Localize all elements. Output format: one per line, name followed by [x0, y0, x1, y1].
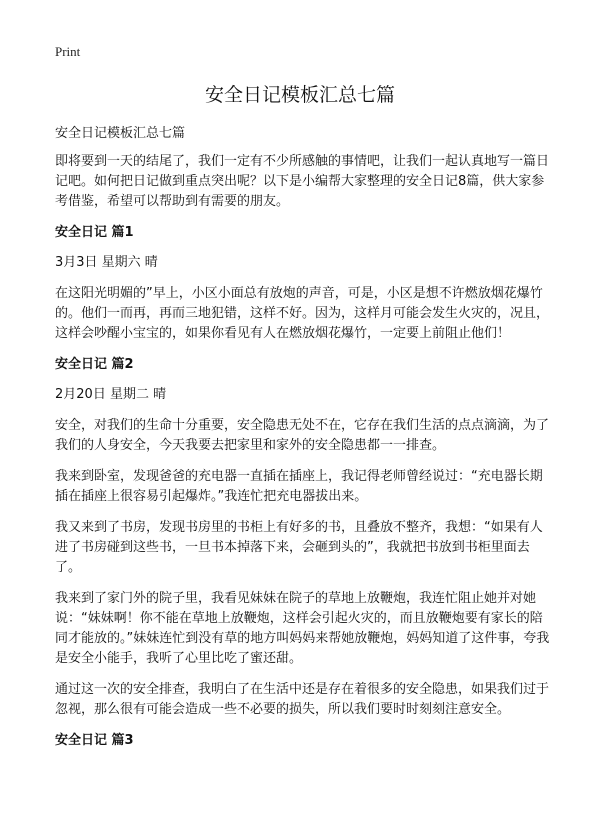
- intro-paragraph: 即将要到一天的结尾了，我们一定有不少所感触的事情吧，让我们一起认真地写一篇日记吧。如何把日记做到重点突出呢？以下是小编帮大家整理的安全日记8篇，供大家参考借鉴，希望可以帮助到有需要的朋友。: [55, 154, 550, 209]
- diary-section-1: [55, 223, 551, 344]
- diary-paragraph: 我又来到了书房，发现书房里的书柜上有好多的书，且叠放不整齐，我想：“如果有人进了书房碰到这些书，一旦书本掉落下来，会砸到头的”，我就把书放到书柜里面去了。: [55, 520, 543, 575]
- diary-section-2: [55, 355, 551, 720]
- diary-paragraph: 通过这一次的安全排查，我明白了在生活中还是存在着很多的安全隐患，如果我们过于忽视，那么很有可能会造成一些不必要的损失，所以我们要时时刻刻注意安全。: [55, 682, 550, 717]
- diary-date: 2月20日 星期二 晴: [55, 387, 167, 402]
- section-heading: 安全日记 篇1: [55, 225, 134, 240]
- diary-paragraph: 安全，对我们的生命十分重要，安全隐患无处不在，它存在我们生活的点点滴滴，为了我们的人身安全，今天我要去把家里和家外的安全隐患都一一排查。: [55, 418, 550, 453]
- print-link[interactable]: Print: [55, 44, 81, 59]
- diary-paragraph: 我来到卧室，发现爸爸的充电器一直插在插座上，我记得老师曾经说过：“充电器长期插在插座上很容易引起爆炸。”我连忙把充电器拔出来。: [55, 469, 543, 504]
- diary-paragraph: 在这阳光明媚的”早上，小区小面总有放炮的声音，可是，小区是想不许燃放烟花爆竹的。他们一而再，再而三地犯错，这样不好。因为，这样月可能会发生火灾的，况且，这样会吵醒小宝宝的，如果你看见有人在燃放烟花爆竹，一定要上前阻止他们！: [55, 286, 550, 341]
- section-heading: 安全日记 篇3: [55, 733, 134, 748]
- diary-section-3: [55, 731, 551, 751]
- diary-paragraph: 我来到了家门外的院子里，我看见妹妹在院子的草地上放鞭炮，我连忙阻止她并对她说：“妹妹啊！你不能在草地上放鞭炮，这样会引起火灾的，而且放鞭炮要有家长的陪同才能放的。”妹妹连忙到没有草的地方叫妈妈来帮她放鞭炮，妈妈知道了这件事，夸我是安全小能手，我听了心里比吃了蜜还甜。: [55, 591, 550, 666]
- section-heading: 安全日记 篇2: [55, 357, 134, 372]
- diary-date: 3月3日 星期六 晴: [55, 255, 158, 270]
- page-title: 安全日记模板汇总七篇: [204, 84, 395, 106]
- document-subtitle: 安全日记模板汇总七篇: [55, 126, 186, 141]
- document-body: [55, 124, 551, 761]
